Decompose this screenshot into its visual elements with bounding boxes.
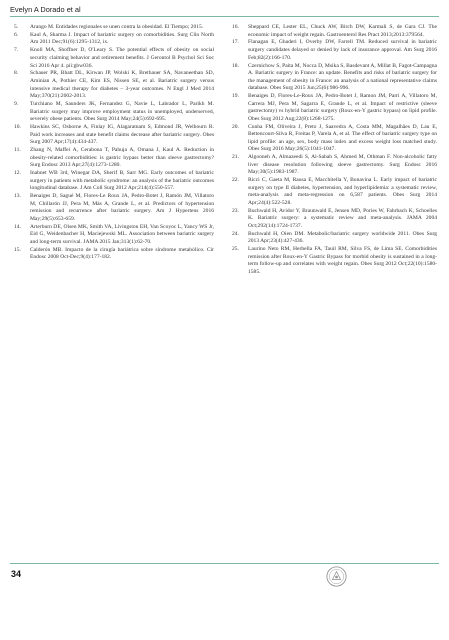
reference-item	[232, 231, 437, 246]
reference-item	[232, 93, 437, 123]
reference-number: 5.	[14, 24, 19, 30]
reference-number: 10.	[14, 124, 21, 131]
reference-text: Kaul A, Sharma J. Impact of bariatric surgery on comorbidities. Surg Clin North Am 2011 Dec;91(6):1295-1312, ix.	[30, 31, 214, 46]
reference-number: 20.	[232, 123, 239, 130]
reference-text: Arterburn DE, Olsen MK, Smith VA, Livingston EH, Van Scoyoc L, Yancy WS Jr, Eid G, Weidenbacher H, Maciejewski ML. Association between bariatric surgery and long-term survival. JAMA 2015 Jan;313(1):62-70.	[30, 223, 214, 245]
reference-item	[14, 147, 214, 170]
header-rule	[10, 16, 439, 17]
reference-item	[14, 24, 214, 32]
reference-number: 16.	[232, 24, 239, 30]
reference-number: 23.	[232, 207, 239, 214]
reference-item	[14, 247, 214, 262]
reference-text: Buchwald H, Avidor Y, Braunwald E, Jensen MD, Pories W, Fahrbach K, Schoelles K. Bariatric surgery: a systematic review and meta-analysis. JAMA 2004 Oct;292(14):1724-1737.	[248, 207, 437, 229]
reference-text: Benaiges D, Sagué M, Flores-Le Roux JA, Pedro-Botet J, Ramón JM, Villatoro M, Chillarón JJ, Pera M, Más A, Grande L, et al. Predictors of hypertension remission and recurrence after bariatric surgery. Am J Hypertens 2016 May;29(5):653-659.	[30, 193, 214, 222]
reference-item	[14, 32, 214, 47]
reference-text: Flanagan E, Ghaderi I, Overby DW, Farrell TM. Reduced survival in bariatric surgery candidates delayed or denied by lack of insurance approval. Am Surg 2016 Feb;82(2):166-170.	[248, 39, 437, 61]
reference-text: Ricci C, Gaeta M, Rausa E, Macchitella Y, Bonavina L. Early impact of bariatric surgery on type II diabetes, hypertension, and hyperlipidemia: a systematic review, meta-analysis and meta-regression on 6,587 patients. Obes Surg 2014 Apr;24(4):522-528.	[248, 177, 437, 206]
reference-number: 9.	[14, 101, 19, 108]
reference-text: Czernichow S, Paita M, Nocca D, Msika S, Basdevant A, Millat B, Fagot-Campagna A. Bariatric surgery in France: an update. Benefits and risks of bariatric surgery for the management of obesity in France: an analysis of a national representative claims database. Obes Surg 2015 Jun;25(6):986-996.	[248, 62, 437, 92]
reference-number: 22.	[232, 177, 239, 184]
reference-list-right	[232, 24, 437, 277]
publisher-seal-icon	[326, 566, 347, 587]
references-left-column	[14, 24, 214, 262]
reference-item	[14, 101, 214, 124]
reference-item	[232, 24, 437, 39]
reference-number: 14.	[14, 223, 21, 230]
reference-item	[14, 70, 214, 100]
reference-number: 11.	[14, 147, 21, 154]
reference-number: 12.	[14, 170, 21, 177]
reference-number: 15.	[14, 246, 21, 253]
reference-item	[14, 124, 214, 147]
reference-number: 17.	[232, 39, 239, 46]
reference-text: Benaiges D, Flores-Le-Roux JA, Pedro-Botet J, Ramon JM, Parri A, Villatoro M, Carrera MJ, Pera M, Sagarra E, Grande L, et al. Impact of restrictive (sleeve gastrectomy) vs hybrid bariatric surgery (Roux-en-Y gastric bypass) on lipid profile. Obes Surg 2012 Aug;22(8):1268-1275.	[248, 93, 437, 122]
running-author: Evelyn A Dorado et al	[10, 5, 81, 14]
reference-item	[232, 39, 437, 62]
page-number: 34	[11, 569, 22, 579]
reference-text: Arango M. Entidades regionales se unen contra la obesidad. El Tiempo; 2015.	[30, 24, 204, 30]
reference-item	[14, 47, 214, 70]
reference-item	[232, 63, 437, 93]
footer-rule	[10, 563, 439, 564]
reference-number: 13.	[14, 193, 21, 200]
reference-item	[232, 154, 437, 177]
reference-text: Algooneh A, Almazeedi S, Al-Sabah S, Ahmed M, Othman F. Non-alcoholic fatty liver disease resolution following sleeve gastrectomy. Surg Endosc 2016 May;30(5):1983-1987.	[248, 154, 437, 176]
reference-item	[232, 177, 437, 207]
reference-text: Inabnet WB 3rd, Winegar DA, Sherif B, Sarr MG. Early outcomes of bariatric surgery in patients with metabolic syndrome: an analysis of the bariatric outcomes longitudinal database. J Am Coll Surg 2012 Apr;214(4):550-557.	[30, 170, 214, 192]
reference-item	[232, 208, 437, 231]
reference-item	[14, 193, 214, 223]
reference-number: 24.	[232, 230, 239, 237]
reference-text: Knoll MA, Shoffner D, O'Leary S. The potential effects of obesity on social security claiming behavior and retirement benefits. J Gerontol B Psychol Sci Soc Sci 2016 Apr 4. pii:gbw036.	[30, 47, 214, 69]
reference-text: Laurino Neto RM, Herbella FA, Tauil RM, Silva FS, de Lima SE. Comorbidities remission after Roux-en-Y Gastric Bypass for morbid obesity is sustained in a long-term follow-up and correlates with weight regain. Obes Surg 2012 Oct;22(10):1580-1585.	[248, 246, 437, 276]
references-right-column	[232, 24, 437, 277]
reference-number: 6.	[14, 31, 19, 38]
reference-text: Buchwald H, Oien DM. Metabolic/bariatric surgery worldwide 2011. Obes Surg 2013 Apr;23(4):427-436.	[248, 230, 437, 245]
reference-text: Calderón MB. Impacto de la cirugía bariátrica sobre síndrome metabólico. Cir Endosc 2008 Oct-Dec;9(4):177-182.	[30, 246, 214, 261]
reference-item	[14, 224, 214, 247]
reference-number: 21.	[232, 154, 239, 161]
reference-text: Cunha FM, Oliveira J, Preto J, Saavedra A, Costa MM, Magalhães D, Lau E, Bettencourt-Silva R, Freitas P, Varela A, et al. The effect of bariatric surgery type on lipid profile: an age, sex, body mass index and excess weight loss matched study. Obes Surg 2016 May;26(5):1041-1047.	[248, 123, 437, 153]
reference-number: 7.	[14, 47, 19, 54]
reference-number: 19.	[232, 93, 239, 100]
reference-text: Hawkins SC, Osborne A, Finlay IG, Alagaratnam S, Edmond JR, Welbourn R. Paid work increases and state benefit claims decrease after bariatric surgery. Obes Surg 2007 Apr;17(4):434-437.	[30, 124, 214, 146]
reference-number: 18.	[232, 62, 239, 69]
reference-item	[232, 246, 437, 276]
reference-number: 8.	[14, 70, 19, 77]
reference-item	[232, 124, 437, 154]
reference-text: Zhang N, Maffei A, Cerabona T, Pahuja A, Omana J, Kaul A. Reduction in obesity-related comorbidities: is gastric bypass better than sleeve gastrectomy? Surg Endosc 2013 Apr;27(4):1273-1280.	[30, 147, 214, 169]
reference-text: Turchiano M, Saunders JK, Fernandez G, Navie L, Labrador L, Parikh M. Bariatric surgery may improve employment status in unemployed, underserved, severely obese patients. Obes Surg 2014 May;24(5):692-695.	[30, 101, 214, 123]
reference-number: 25.	[232, 246, 239, 253]
reference-text: Sheppard CE, Lester EL, Chuck AW, Birch DW, Karmali S, de Gara CJ. The economic impact of weight regain. Gastroenterol Res Pract 2013;2013:379564.	[248, 24, 437, 38]
reference-text: Schauer PR, Bhatt DL, Kirwan JP, Wolski K, Brethauer SA, Navaneethan SD, Aminian A, Pothier CE, Kim ES, Nissen SE, et al. Bariatric surgery versus intensive medical therapy for diabetes – 3-year outcomes. N Engl J Med 2014 May;370(21):2002-2013.	[30, 70, 214, 100]
reference-list-left	[14, 24, 214, 262]
page-header	[0, 0, 449, 19]
reference-item	[14, 170, 214, 193]
